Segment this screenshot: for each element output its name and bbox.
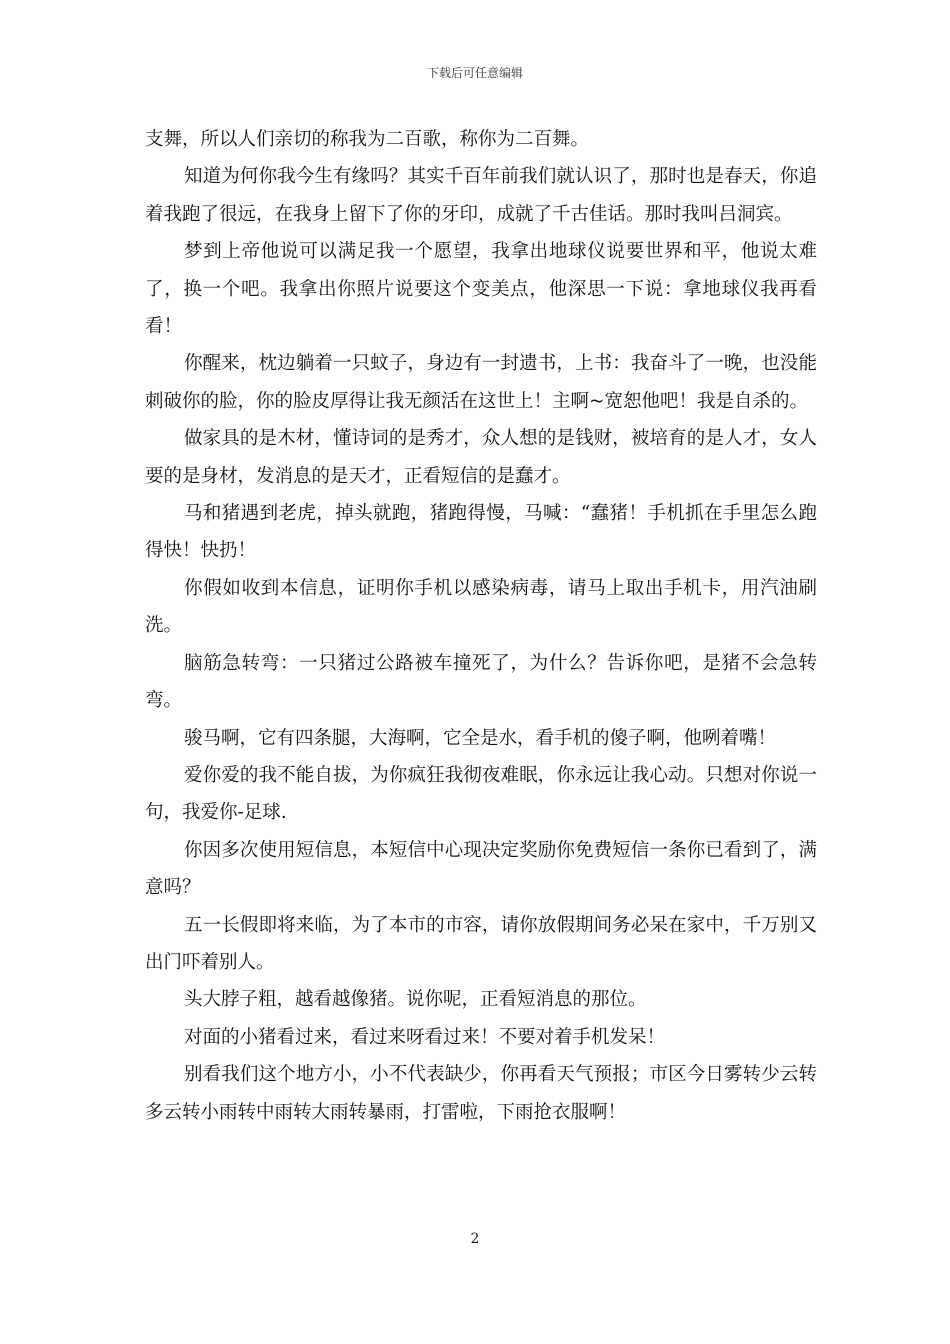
paragraph: 马和猪遇到老虎，掉头就跑，猪跑得慢，马喊：“蠢猪！手机抓在手里怎么跑得快！快扔！ (145, 503, 817, 562)
paragraph: 做家具的是木材，懂诗词的是秀才，众人想的是钱财，被培育的是人才，女人要的是身材，发消息的是天才，正看短信的是蠢才。 (145, 428, 817, 487)
paragraph: 对面的小猪看过来，看过来呀看过来！不要对着手机发呆！ (184, 1026, 666, 1048)
paragraph: 知道为何你我今生有缘吗？其实千百年前我们就认识了，那时也是春天，你追着我跑了很远，在我身上留下了你的牙印，成就了千古佳话。那时我叫吕洞宾。 (145, 166, 817, 225)
paragraph: 头大脖子粗，越看越像猪。说你呢，正看短消息的那位。 (184, 989, 647, 1011)
paragraph: 别看我们这个地方小，小不代表缺少，你再看天气预报；市区今日雾转少云转多云转小雨转中雨转大雨转暴雨，打雷啦，下雨抢衣服啊！ (145, 1064, 817, 1123)
page-header: 下载后可任意编辑 (426, 66, 523, 80)
paragraph: 骏马啊，它有四条腿，大海啊，它全是水，看手机的傻子啊，他咧着嘴！ (184, 727, 777, 749)
paragraph: 你假如收到本信息，证明你手机以感染病毒，请马上取出手机卡，用汽油刷洗。 (145, 577, 817, 637)
paragraph: 你醒来，枕边躺着一只蚊子，身边有一封遗书，上书：我奋斗了一晚，也没能刺破你的脸，你的脸皮厚得让我无颜活在这世上！主啊~宽恕他吧！我是自杀的。 (145, 353, 817, 412)
paragraph: 支舞，所以人们亲切的称我为二百歌，称你为二百舞。 (145, 129, 590, 150)
paragraph: 爱你爱的我不能自拔，为你疯狂我彻夜难眠，你永远让我心动。只想对你说一句，我爱你-足球. (145, 764, 817, 824)
paragraph: 脑筋急转弯：一只猪过公路被车撞死了，为什么？告诉你吧，是猪不会急转弯。 (145, 652, 817, 712)
document-body (145, 121, 817, 1131)
page-number: 2 (470, 1231, 480, 1247)
paragraph: 你因多次使用短信息，本短信中心现决定奖励你免费短信一条你已看到了，满意吗？ (145, 839, 817, 899)
paragraph: 五一长假即将来临，为了本市的市容，请你放假期间务必呆在家中，千万别又出门吓着别人。 (145, 914, 817, 973)
paragraph: 梦到上帝他说可以满足我一个愿望，我拿出地球仪说要世界和平，他说太难了，换一个吧。我拿出你照片说要这个变美点，他深思一下说：拿地球仪我再看看！ (145, 241, 817, 338)
